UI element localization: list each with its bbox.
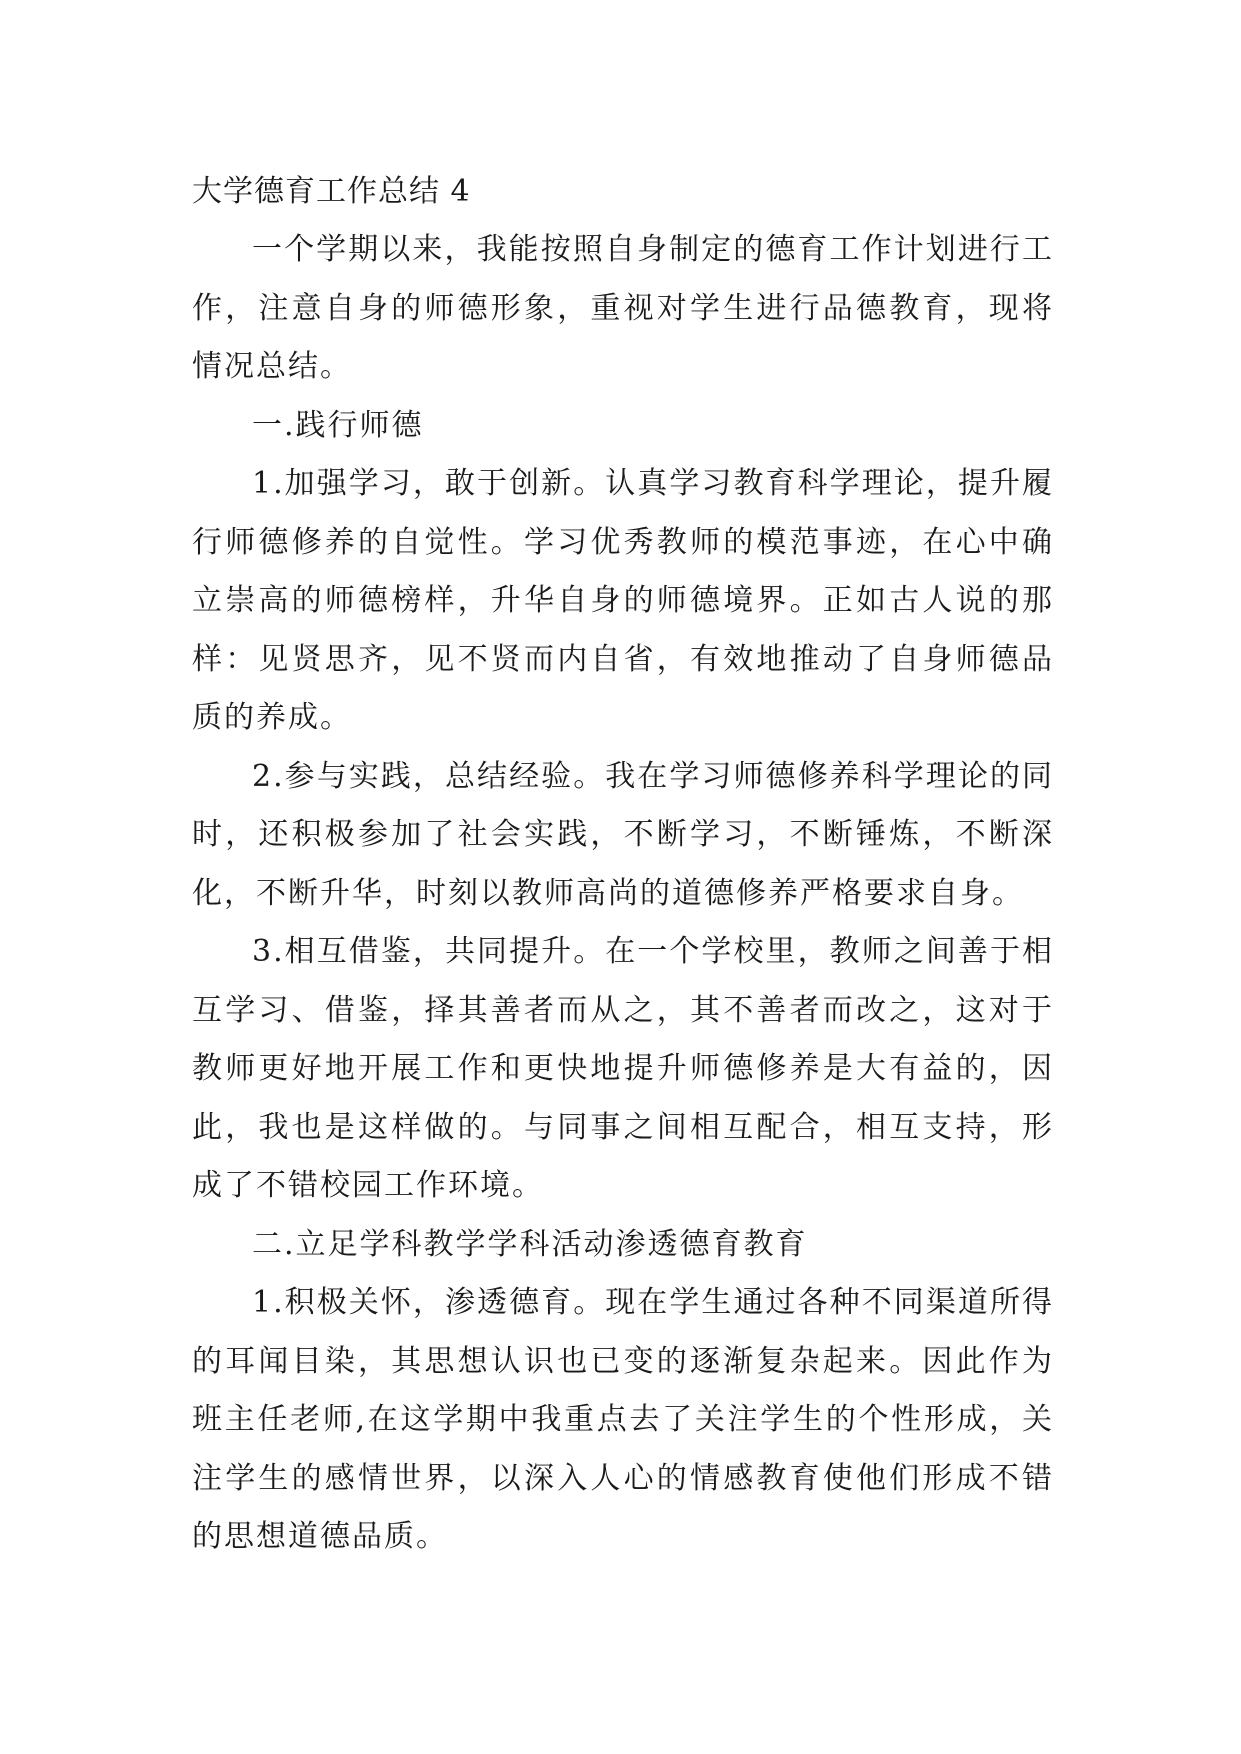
paragraph-1-3: 3.相互借鉴，共同提升。在一个学校里，教师之间善于相互学习、借鉴，择其善者而从之，其不善者而改之，这对于教师更好地开展工作和更快地提升师德修养是大有益的，因此，我也是这样做的。与同事之间相互配合，相互支持，形成了不错校园工作环境。 [192, 934, 1054, 1203]
section-heading-1: 一.践行师德 [252, 407, 424, 443]
paragraph-1-2: 2.参与实践，总结经验。我在学习师德修养科学理论的同时，还积极参加了社会实践，不断学习，不断锤炼，不断深化，不断升华，时刻以教师高尚的道德修养严格要求自身。 [192, 758, 1054, 911]
document-title: 大学德育工作总结 4 [192, 174, 471, 209]
paragraph-1-1: 1.加强学习，敢于创新。认真学习教育科学理论，提升履行师德修养的自觉性。学习优秀教师的模范事迹，在心中确立崇高的师德榜样，升华自身的师德境界。正如古人说的那样：见贤思齐，见不贤而内自省，有效地推动了自身师德品质的养成。 [192, 466, 1054, 735]
intro-paragraph: 一个学期以来，我能按照自身制定的德育工作计划进行工作，注意自身的师德形象，重视对学生进行品德教育，现将情况总结。 [192, 232, 1054, 384]
section-heading-2: 二.立足学科教学学科活动渗透德育教育 [252, 1226, 808, 1262]
document-page [192, 163, 1054, 1567]
paragraph-2-1: 1.积极关怀，渗透德育。现在学生通过各种不同渠道所得的耳闻目染，其思想认识也已变的逐渐复杂起来。因此作为班主任老师,在这学期中我重点去了关注学生的个性形成，关注学生的感情世界，以深入人心的情感教育使他们形成不错的思想道德品质。 [192, 1285, 1054, 1554]
